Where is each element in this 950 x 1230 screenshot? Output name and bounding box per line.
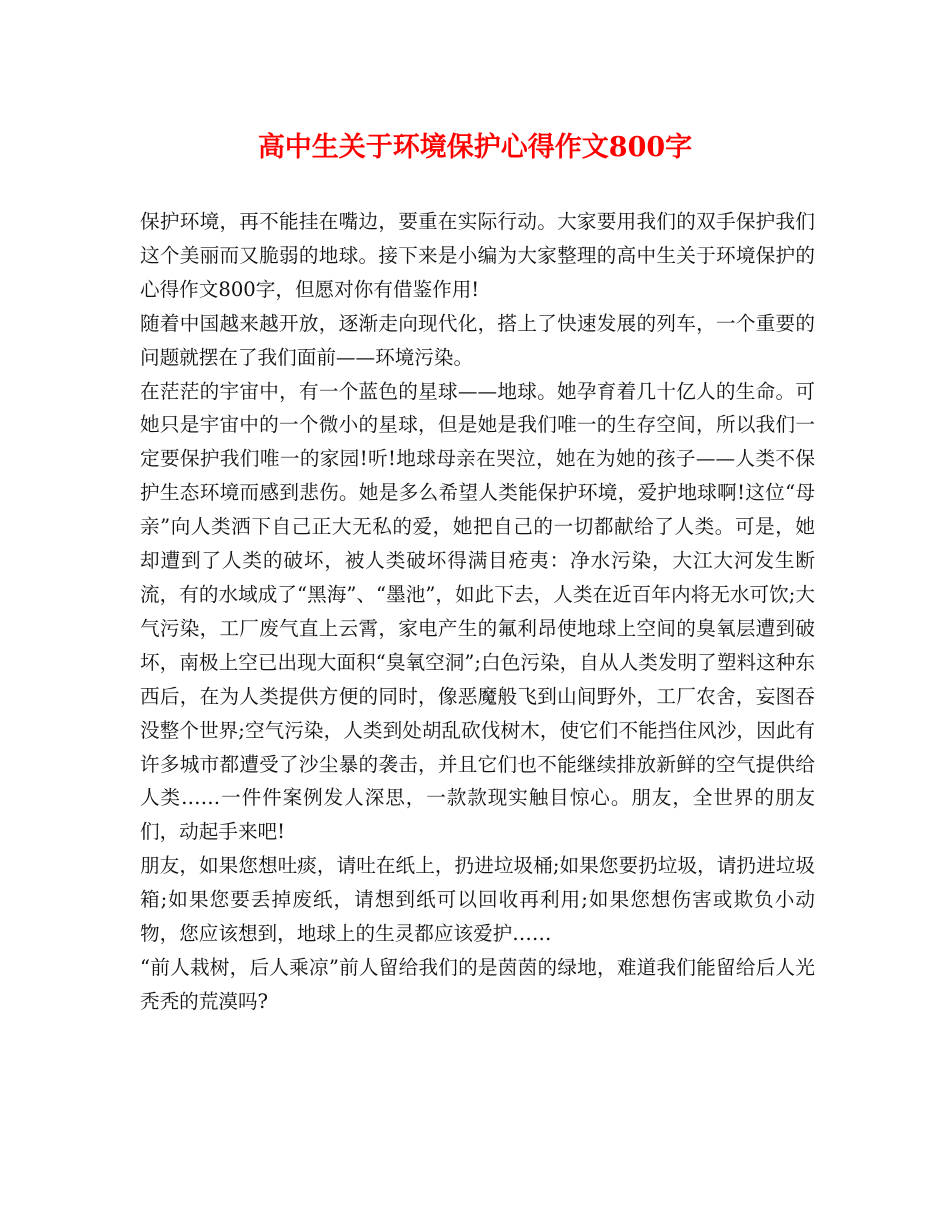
paragraph-intro: 保护环境，再不能挂在嘴边，要重在实际行动。大家要用我们的双手保护我们这个美丽而又脆弱的地球。接下来是小编为大家整理的高中生关于环境保护的心得作文800字，但愿对你有借鉴作用!: [140, 210, 815, 301]
paragraph-appeal: 朋友，如果您想吐痰，请吐在纸上，扔进垃圾桶;如果您要扔垃圾，请扔进垃圾箱;如果您要丢掉废纸，请想到纸可以回收再利用;如果您想伤害或欺负小动物，您应该想到，地球上的生灵都应该爱护……: [140, 854, 815, 946]
paragraph-closing: “前人栽树，后人乘凉”前人留给我们的是茵茵的绿地，难道我们能留给后人光秃秃的荒漠吗?: [140, 955, 815, 1013]
document-body: [140, 205, 815, 1019]
paragraph-modernization: 随着中国越来越开放，逐渐走向现代化，搭上了快速发展的列车，一个重要的问题就摆在了我们面前——环境污染。: [140, 311, 815, 369]
paragraph-earth: 在茫茫的宇宙中，有一个蓝色的星球——地球。她孕育着几十亿人的生命。可她只是宇宙中的一个微小的星球，但是她是我们唯一的生存空间，所以我们一定要保护我们唯一的家园!听!地球母亲在哭泣，她在为她的孩子——人类不保护生态环境而感到悲伤。她是多么希望人类能保护环境，爱护地球啊!这位“母亲”向人类洒下自己正大无私的爱，她把自己的一切都献给了人类。可是，她却遭到了人类的破坏，被人类破坏得满目疮夷：净水污染，大江大河发生断流，有的水域成了“黑海”、“墨池”，如此下去，人类在近百年内将无水可饮;大气污染，工厂废气直上云霄，家电产生的氟利昂使地球上空间的臭氧层遭到破坏，南极上空已出现大面积“臭氧空洞”;白色污染，自从人类发明了塑料这种东西后，在为人类提供方便的同时，像恶魔般飞到山间野外，工厂农舍，妄图吞没整个世界;空气污染，人类到处胡乱砍伐树木，使它们不能挡住风沙，因此有许多城市都遭受了沙尘暴的袭击，并且它们也不能继续排放新鲜的空气提供给人类……一件件案例发人深思，一款款现实触目惊心。朋友，全世界的朋友们，动起手来吧!: [140, 379, 815, 844]
document-title: 高中生关于环境保护心得作文800字: [257, 132, 693, 163]
